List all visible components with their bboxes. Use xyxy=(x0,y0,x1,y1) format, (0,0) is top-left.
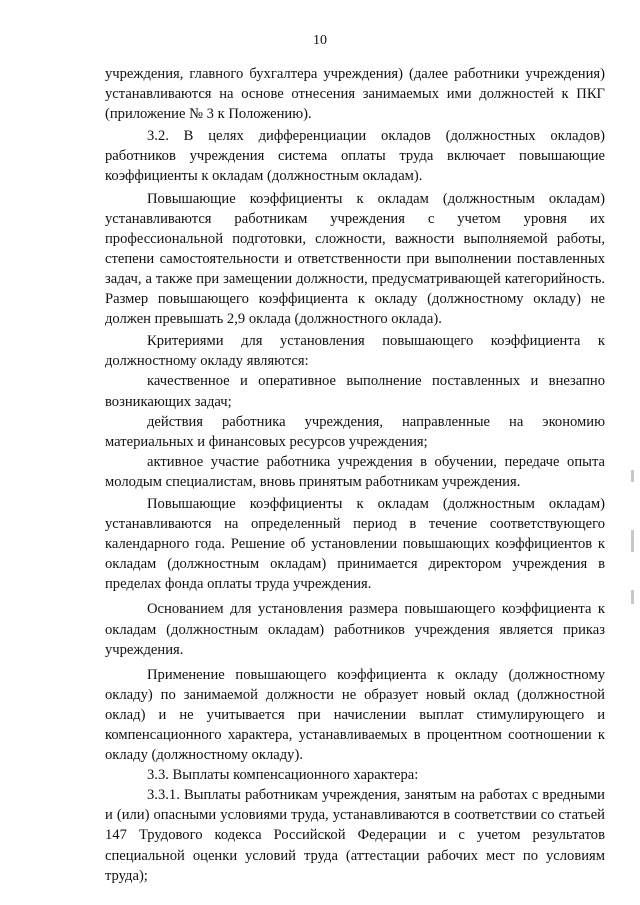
paragraph-3-2: 3.2. В целях дифференциации окладов (должностных окладов) работников учреждения система оплаты труда включает повышающие коэффициенты к окладам (должностным окладам). xyxy=(105,128,605,185)
paragraph-basis: Основанием для установления размера повышающего коэффициента к окладам (должностным окладам) работников учреждения является приказ учреждения. xyxy=(105,601,605,658)
document-body xyxy=(105,64,605,886)
paragraph-period: Повышающие коэффициенты к окладам (должностным окладам) устанавливаются на определенный период в течение соответствующего календарного года. Решение об установлении повышающих коэффициентов к окладам (должностным окладам) принимается директором учреждения в пределах фонда оплаты труда учреждения. xyxy=(105,495,605,593)
paragraph-application: Применение повышающего коэффициента к окладу (должностному окладу) по занимаемой должности не образует новый оклад (должностной оклад) и не учитывается при начислении выплат стимулирующего и компенсационного характера, устанавливаемых в процентном соотношении к окладу (должностному окладу). xyxy=(105,666,605,764)
scan-edge-mark xyxy=(631,530,634,552)
paragraph-coefficients: Повышающие коэффициенты к окладам (должностным окладам) устанавливаются работникам учреждения с учетом уровня их профессиональной подготовки, сложности, важности выполняемой работы, степени самостоятельности и ответственности при выполнении поставленных задач, а также при замещении должности, предусматривающей категорийность. Размер повышающего коэффициента к окладу (должностному окладу) не должен превышать 2,9 оклада (должностного оклада). xyxy=(105,190,605,328)
paragraph-continuation: учреждения, главного бухгалтера учреждения) (далее работники учреждения) устанавливаются на основе отнесения занимаемых ими должностей к ПКГ (приложение № 3 к Положению). xyxy=(105,66,605,123)
scan-edge-mark xyxy=(631,590,634,604)
scan-edge-mark xyxy=(631,470,634,482)
section-heading-3-3: 3.3. Выплаты компенсационного характера: xyxy=(147,767,419,784)
paragraph-criteria-intro: Критериями для установления повышающего коэффициента к должностному окладу являются: xyxy=(105,333,605,370)
paragraph-3-3-1: 3.3.1. Выплаты работникам учреждения, занятым на работах с вредными и (или) опасными условиями труда, устанавливаются в соответствии со статьей 147 Трудового кодекса Российской Федерации и с учетом результатов специальной оценки условий труда (аттестации рабочих мест по условиям труда); xyxy=(105,787,605,884)
list-item-criterion-2: действия работника учреждения, направленные на экономию материальных и финансовых ресурсов учреждения; xyxy=(105,413,605,450)
page-number: 10 xyxy=(313,33,327,48)
list-item-criterion-3: активное участие работника учреждения в обучении, передаче опыта молодым специалистам, вновь принятым работникам учреждения. xyxy=(105,453,605,490)
list-item-criterion-1: качественное и оперативное выполнение поставленных и внезапно возникающих задач; xyxy=(105,373,605,410)
